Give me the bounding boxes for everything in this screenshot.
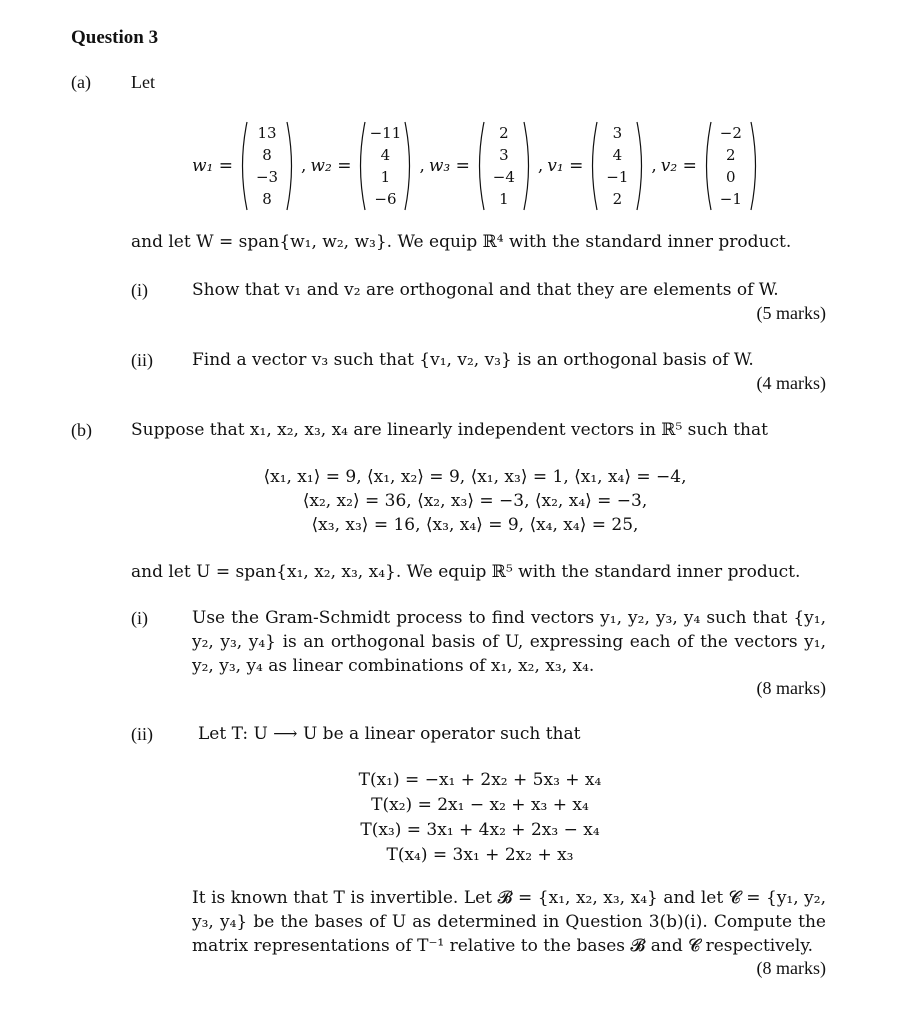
vector-entry: 8: [262, 190, 272, 208]
part-a-label: (a): [71, 72, 91, 92]
vector-entry: 1: [499, 190, 509, 208]
vector-entries: [486, 122, 522, 210]
vector-entries: [599, 122, 635, 210]
left-paren-icon: [237, 120, 249, 212]
right-paren-icon: [635, 120, 647, 212]
part-a-span-statement: and let W = span{w₁, w₂, w₃}. We equip ℝ⁴ with the standard inner product.: [131, 232, 792, 252]
part-b-ii-final-text: It is known that T is invertible. Let 𝓑 = {x₁, x₂, x₃, x₄} and let 𝓒 = {y₁, y₂, y₃, y₄} be the bases of U as determined in Question 3(b)(i). Compute the matrix representations of T⁻¹ relative to the bases 𝓑 and 𝓒 respectively.: [192, 888, 826, 956]
right-paren-icon: [522, 120, 534, 212]
part-b-span-statement: and let U = span{x₁, x₂, x₃, x₄}. We equip ℝ⁵ with the standard inner product.: [131, 562, 801, 582]
vector-entry: 0: [726, 168, 736, 186]
vector-separator: ,: [301, 156, 307, 176]
vector-entry: 1: [380, 168, 391, 186]
operator-equation-4: T(x₄) = 3x₁ + 2x₂ + x₃: [386, 845, 574, 865]
part-a-i-text: Show that v₁ and v₂ are orthogonal and that they are elements of W.: [192, 280, 779, 300]
vector-name: v₁ =: [547, 156, 584, 176]
inner-product-line-3: ⟨x₃, x₃⟩ = 16, ⟨x₃, x₄⟩ = 9, ⟨x₄, x₄⟩ = 25,: [311, 515, 639, 535]
vector-name: w₁ =: [192, 156, 234, 176]
vector-entry: 4: [380, 146, 391, 164]
part-b-i-label: (i): [131, 608, 148, 628]
column-vector: [701, 118, 761, 214]
left-paren-icon: [701, 120, 713, 212]
vector-entry: 3: [499, 146, 509, 164]
vector-definitions: [192, 118, 769, 214]
vector-entries: [367, 122, 403, 210]
vector-entry: −1: [719, 190, 742, 208]
column-vector: [474, 118, 534, 214]
part-b-ii-label: (ii): [131, 724, 153, 744]
part-b-ii-text: Let T: U ⟶ U be a linear operator such that: [198, 724, 581, 744]
part-b-intro: Suppose that x₁, x₂, x₃, x₄ are linearly independent vectors in ℝ⁵ such that: [131, 420, 768, 440]
part-a-ii-label: (ii): [131, 350, 153, 370]
column-vector: [237, 118, 297, 214]
vector-separator: ,: [651, 156, 657, 176]
question-title: Question 3: [71, 27, 159, 48]
vector-entry: 4: [612, 146, 623, 164]
vector-separator: ,: [537, 156, 544, 176]
part-b-i-text: Use the Gram-Schmidt process to find vectors y₁, y₂, y₃, y₄ such that {y₁, y₂, y₃, y₄} is an orthogonal basis of U, expressing each of the vectors y₁, y₂, y₃, y₄ as linear combinations of x₁, x₂, x₃, x₄.: [192, 608, 826, 676]
left-paren-icon: [474, 120, 486, 212]
part-b-i-marks: (8 marks): [756, 678, 826, 698]
part-a-i-marks: (5 marks): [756, 303, 826, 323]
vector-name: v₂ =: [660, 156, 697, 176]
vector-entry: −11: [369, 124, 402, 142]
vector-separator: ,: [419, 156, 425, 176]
part-a-intro: Let: [131, 72, 155, 92]
part-a-ii-text: Find a vector v₃ such that {v₁, v₂, v₃} is an orthogonal basis of W.: [192, 350, 754, 370]
vector-entry: −6: [374, 190, 397, 208]
vector-entries: [713, 122, 749, 210]
inner-product-line-2: ⟨x₂, x₂⟩ = 36, ⟨x₂, x₃⟩ = −3, ⟨x₂, x₄⟩ = −3,: [302, 491, 648, 511]
vector-entries: [249, 122, 285, 210]
vector-entry: 13: [257, 124, 277, 142]
left-paren-icon: [355, 120, 367, 212]
left-paren-icon: [587, 120, 599, 212]
vector-name: w₃ =: [428, 156, 470, 176]
right-paren-icon: [285, 120, 297, 212]
right-paren-icon: [403, 120, 415, 212]
vector-entry: 8: [262, 146, 272, 164]
part-a-i-label: (i): [131, 280, 148, 300]
vector-entry: −2: [719, 124, 742, 142]
inner-product-line-1: ⟨x₁, x₁⟩ = 9, ⟨x₁, x₂⟩ = 9, ⟨x₁, x₃⟩ = 1, ⟨x₁, x₄⟩ = −4,: [263, 467, 687, 487]
part-a-ii-marks: (4 marks): [756, 373, 826, 393]
right-paren-icon: [749, 120, 761, 212]
column-vector: [355, 118, 415, 214]
operator-equation-1: T(x₁) = −x₁ + 2x₂ + 5x₃ + x₄: [358, 770, 602, 790]
vector-entry: −1: [606, 168, 629, 186]
vector-entry: −4: [492, 168, 515, 186]
vector-entry: 2: [499, 124, 509, 142]
vector-entry: 3: [612, 124, 623, 142]
vector-name: w₂ =: [310, 156, 352, 176]
vector-entry: −3: [255, 168, 279, 186]
vector-entry: 2: [612, 190, 623, 208]
operator-equation-3: T(x₃) = 3x₁ + 4x₂ + 2x₃ − x₄: [360, 820, 600, 840]
vector-entry: 2: [726, 146, 736, 164]
part-b-ii-marks: (8 marks): [756, 958, 826, 978]
part-b-label: (b): [71, 420, 92, 440]
operator-equation-2: T(x₂) = 2x₁ − x₂ + x₃ + x₄: [371, 795, 589, 815]
column-vector: [587, 118, 647, 214]
